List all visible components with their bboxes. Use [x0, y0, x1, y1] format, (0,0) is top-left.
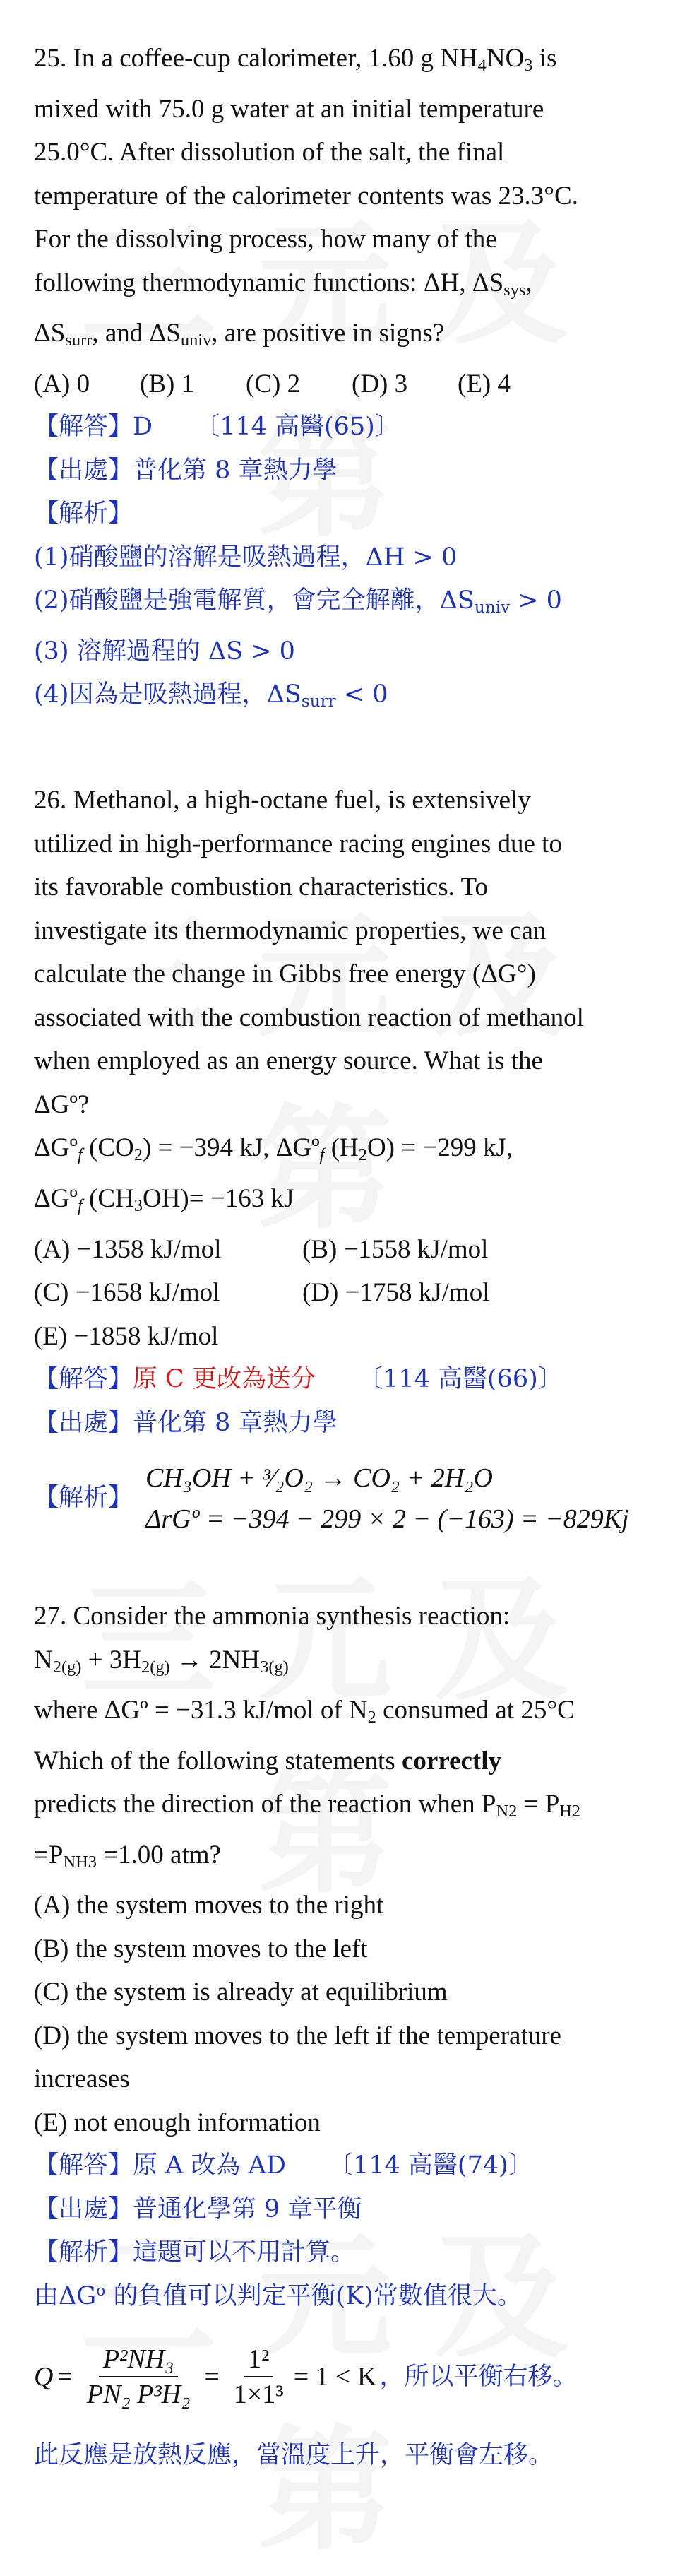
equation-gibbs: ΔrGº = −394 − 299 × 2 − (−163) = −829Kj: [145, 1504, 629, 1534]
given-data: ΔGº$_f$ $(CH_3OH)= -163$ kJ: [34, 1183, 294, 1215]
analysis-line: (1)硝酸鹽的溶解是吸熱過程，ΔH > 0: [34, 543, 458, 572]
source: 【出處】普化第 8 章熱力學: [34, 456, 338, 485]
option-d: (D) 3: [352, 369, 408, 398]
reaction-equation: $N_{2(g)} + 3H_{2(g)} \to 2NH_{3(g)}$: [34, 1645, 289, 1677]
question-text: $=P_{NH3} =1.00$ atm?: [34, 1840, 221, 1872]
equation-reaction: CH₃OH + ³⁄₂O₂ → CO₂ + 2H₂O: [145, 1463, 493, 1493]
source: 【出處】普化第 8 章熱力學: [34, 1408, 338, 1437]
question-text: its favorable combustion characteristics. To: [34, 873, 489, 902]
analysis-label: 【解析】: [34, 1484, 133, 1513]
question-text: when employed as an energy source. What is the: [34, 1046, 543, 1076]
document-page: [34, 37, 655, 2533]
option-c: (C) 2: [246, 369, 301, 398]
options: [34, 1271, 655, 1315]
option-d: (D) −1758 kJ/mol: [302, 1278, 490, 1307]
question-text: where ΔGº = −31.3 kJ/mol of $N_2$ consumed at 25°C: [34, 1696, 575, 1727]
option-e: (E) −1858 kJ/mol: [34, 1321, 219, 1351]
question-text: mixed with 75.0 g water at an initial temperature: [34, 94, 544, 124]
answer: 【解答】原 C 更改為送分 〔114 高醫(66)〕: [34, 1365, 563, 1393]
analysis-line: (3) 溶解過程的 ΔS > 0: [34, 637, 295, 666]
analysis-line: 此反應是放熱反應，當溫度上升，平衡會左移。: [34, 2441, 554, 2470]
q-fraction: $\frac{\text{P²NH₃}}{\text{PN₂ P³H₂}}$: [86, 2344, 191, 2410]
answer-ref: 〔114 高醫(65)〕: [195, 413, 400, 442]
question-text: ΔGº?: [34, 1089, 90, 1119]
reaction-quotient: Q = $\frac{\text{P²NH₃}}{\text{PN₂ P³H₂}}$ = $\frac{\text{1²}}{\text{1×1³}}$ = 1 < K ，所以平衡右移。: [34, 2344, 578, 2410]
options: [34, 1315, 655, 1359]
question-27: [34, 1595, 655, 2478]
q-value-fraction: $\frac{\text{1²}}{\text{1×1³}}$: [233, 2344, 284, 2410]
analysis-line: (2)硝酸鹽是強電解質，會完全解離，$\Delta S_{univ} > 0$: [34, 586, 562, 618]
option-c: (C) −1658 kJ/mol: [34, 1278, 220, 1307]
analysis: [34, 1458, 655, 1540]
answer: 【解答】D 〔114 高醫(65)〕: [34, 413, 400, 442]
analysis-label: 【解析】: [34, 500, 133, 528]
question-text: predicts the direction of the reaction when $P_{N2} = P_{H2}$: [34, 1790, 581, 1821]
analysis-line: 由$\Delta G^o$ 的負值可以判定平衡(K)常數值很大。: [34, 2281, 522, 2310]
option-a: (A) the system moves to the right: [34, 1891, 384, 1920]
option-a: (A) 0: [34, 369, 90, 398]
option-b: (B) the system moves to the left: [34, 1934, 368, 1963]
question-text: calculate the change in Gibbs free energy (ΔG°): [34, 959, 536, 989]
option-c: (C) the system is already at equilibrium: [34, 1978, 448, 2007]
question-text: Which of the following statements correctly: [34, 1746, 502, 1776]
source: 【出處】普通化學第 9 章平衡: [34, 2194, 362, 2223]
option-d-continued: increases: [34, 2064, 130, 2094]
question-text: temperature of the calorimeter contents was 23.3°C.: [34, 181, 578, 211]
options: [34, 1228, 655, 1272]
analysis-line: (4)因為是吸熱過程，$\Delta S_{surr} < 0$: [34, 680, 388, 711]
equations: [145, 1458, 629, 1540]
question-25: [34, 37, 655, 723]
question-text: 25.0°C. After dissolution of the salt, the final: [34, 138, 505, 167]
question-text: 27. Consider the ammonia synthesis reaction:: [34, 1602, 511, 1631]
question-text: $\Delta S_{surr}$, and $\Delta S_{univ}$, are positive in signs?: [34, 319, 445, 350]
question-26: [34, 779, 655, 1540]
option-d: (D) the system moves to the left if the temperature: [34, 2021, 561, 2050]
analysis-line: 【解析】這題可以不用計算。: [34, 2238, 356, 2267]
question-text: utilized in high-performance racing engines due to: [34, 829, 562, 858]
option-a: (A) −1358 kJ/mol: [34, 1234, 222, 1264]
option-e: (E) 4: [458, 369, 511, 398]
option-b: (B) −1558 kJ/mol: [302, 1234, 489, 1264]
option-e: (E) not enough information: [34, 2108, 321, 2137]
question-text: associated with the combustion reaction of methanol: [34, 1003, 584, 1032]
answer-ref: 〔114 高醫(66)〕: [358, 1365, 563, 1393]
options: [34, 362, 655, 406]
question-text: 26. Methanol, a high-octane fuel, is extensively: [34, 786, 531, 815]
option-b: (B) 1: [140, 369, 195, 398]
answer-ref: 〔114 高醫(74)〕: [328, 2151, 533, 2180]
question-text: 25. In a coffee-cup calorimeter, 1.60 g $NH_4NO_3$ is: [34, 44, 557, 76]
question-text: following thermodynamic functions: ΔH, $\Delta S_{sys}$,: [34, 268, 532, 300]
answer-revision: 原 C 更改為送分: [133, 1365, 316, 1393]
answer: 【解答】原 A 改為 AD 〔114 高醫(74)〕: [34, 2151, 533, 2180]
question-text: For the dissolving process, how many of the: [34, 225, 497, 254]
question-text: investigate its thermodynamic properties, we can: [34, 916, 547, 945]
given-data: ΔGº$_f$ $(CO_2) = -394$ kJ, ΔGº$_f$ $(H_2O) = -299$ kJ,: [34, 1133, 513, 1165]
